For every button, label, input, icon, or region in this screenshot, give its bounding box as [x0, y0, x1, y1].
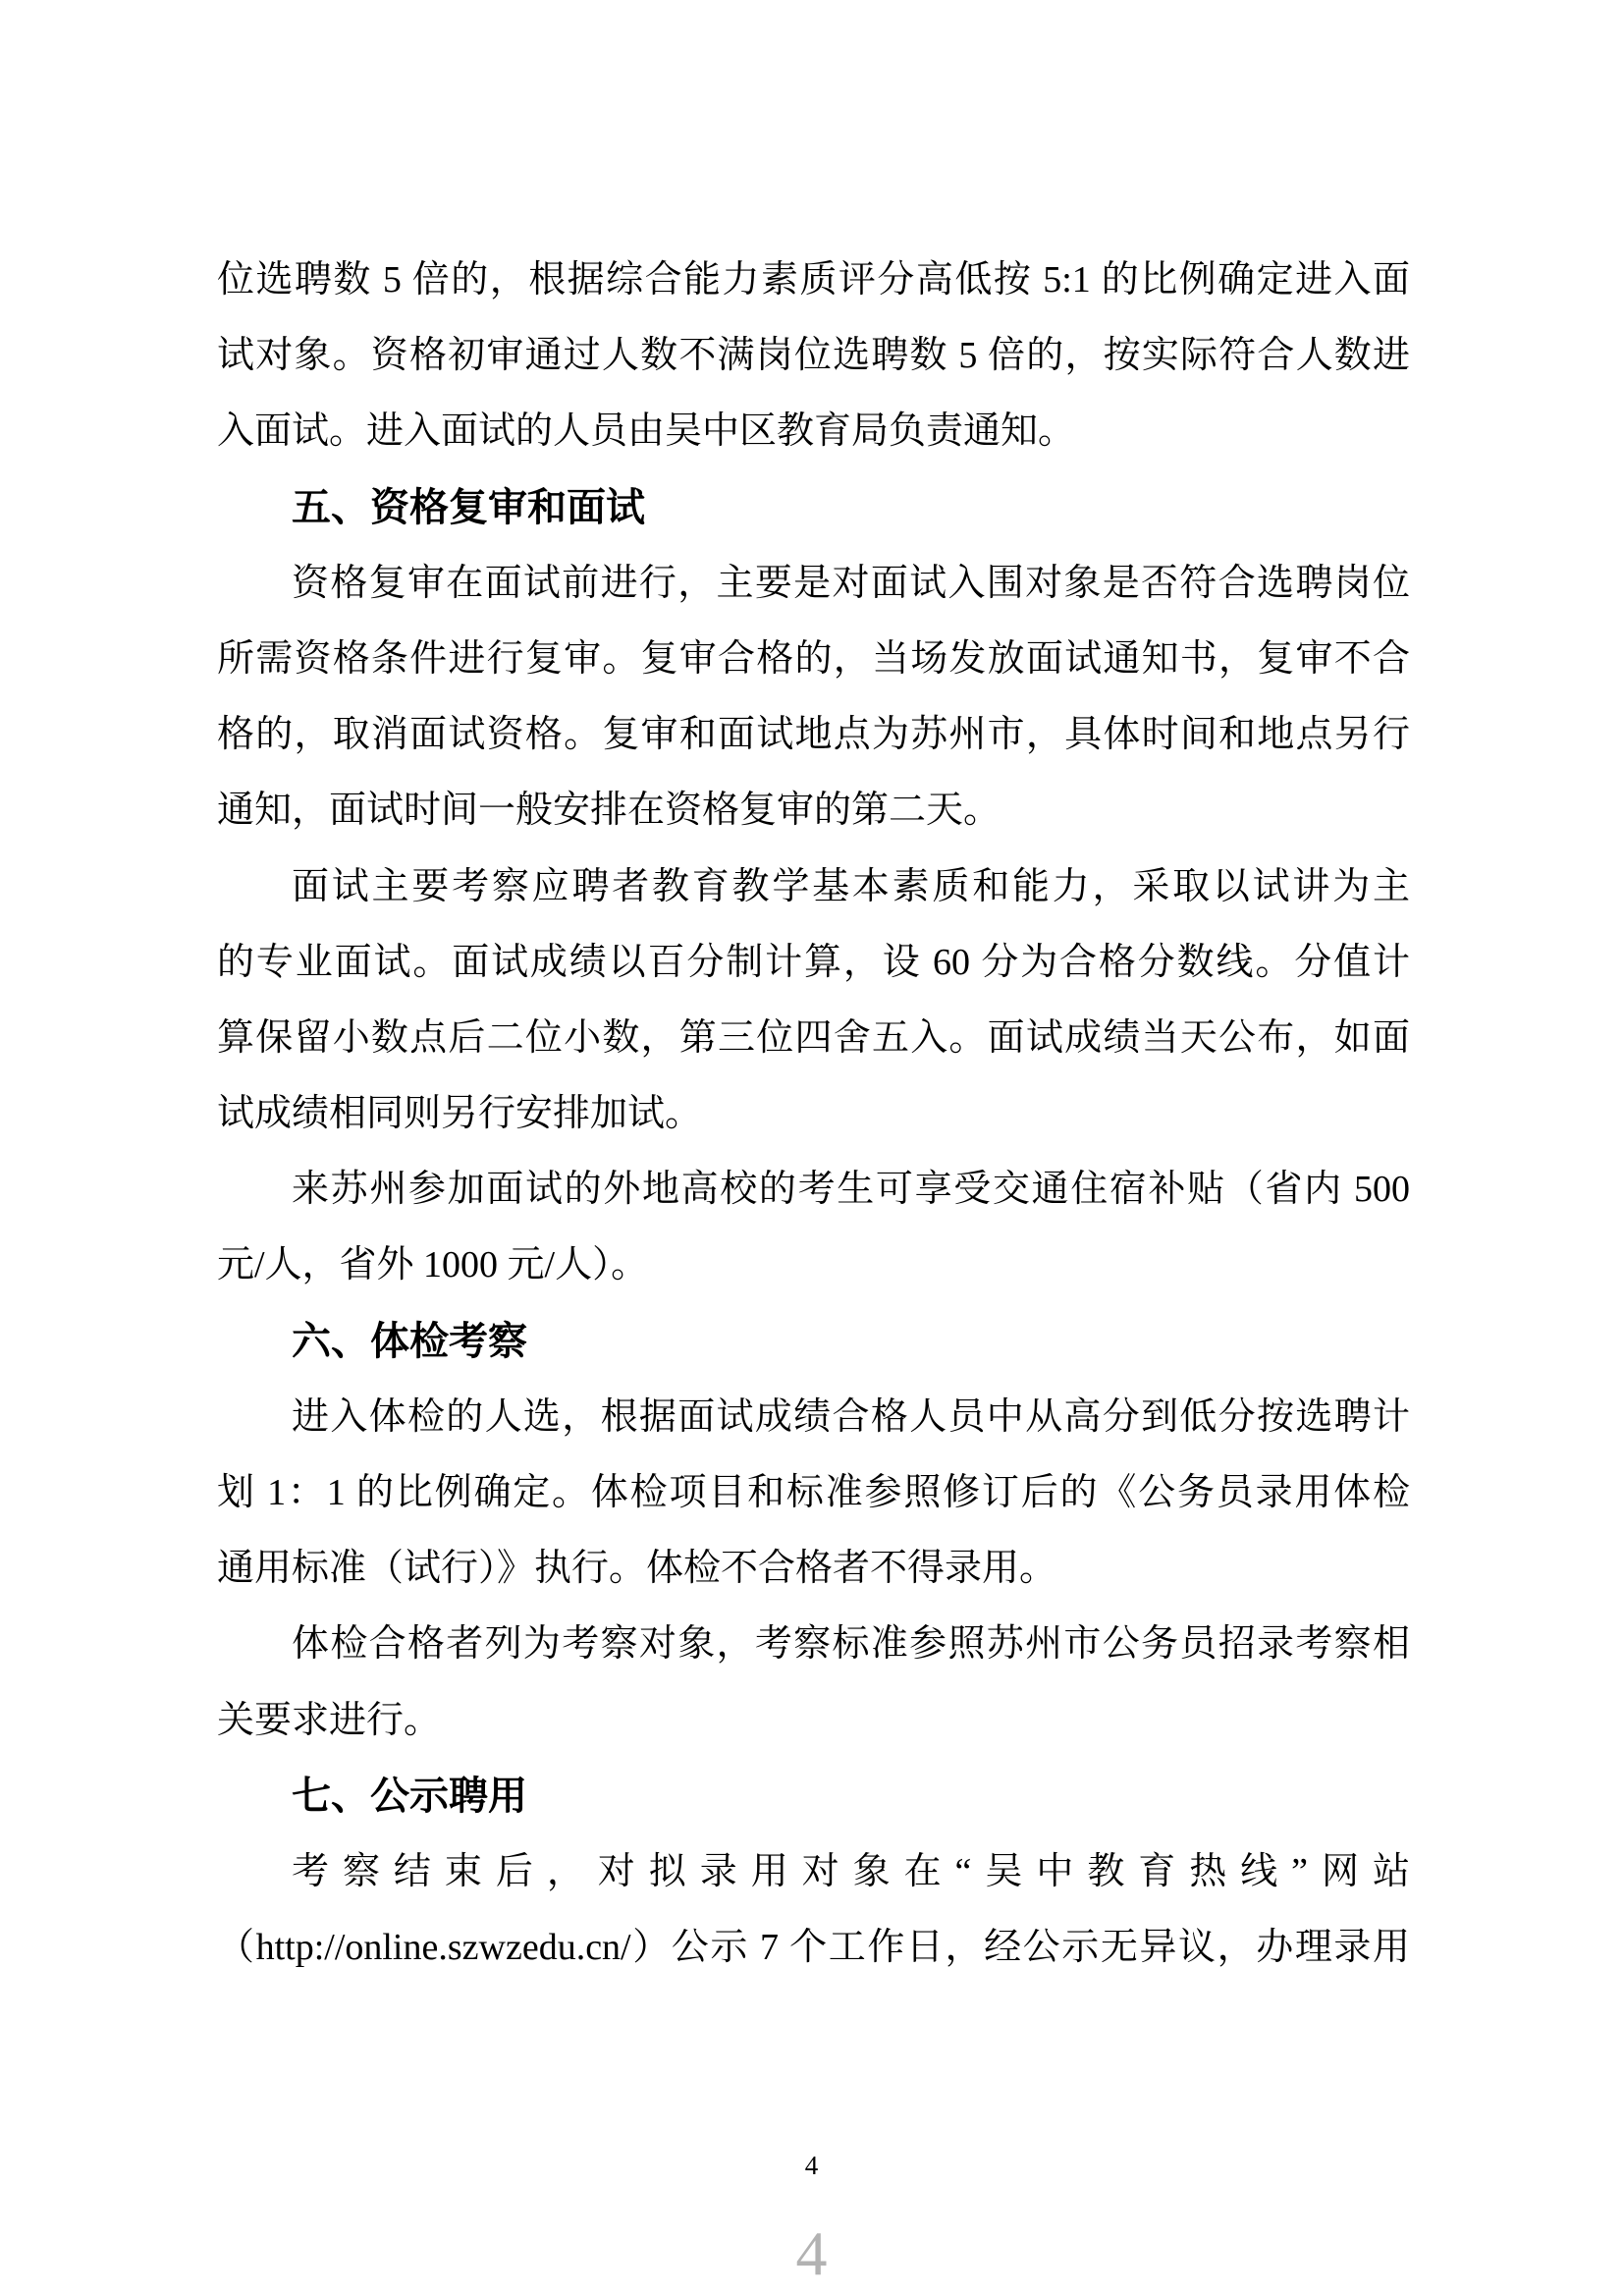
text-line: 通知，面试时间一般安排在资格复审的第二天。	[217, 790, 1001, 832]
text-line: 考察结束后，对拟录用对象在“吴中教育热线”网站	[292, 1850, 1410, 1892]
text-line: 所需资格条件进行复审。复审合格的，当场发放面试通知书，复审不合	[217, 637, 1410, 680]
document-content	[217, 243, 1410, 1986]
text-line: 关要求进行。	[217, 1699, 442, 1741]
section-heading: 五、资格复审和面试	[292, 485, 645, 529]
text-line: 试对象。资格初审通过人数不满岗位选聘数 5 倍的，按实际符合人数进	[217, 335, 1410, 377]
text-line: 入面试。进入面试的人员由吴中区教育局负责通知。	[217, 410, 1076, 453]
text-line: 试成绩相同则另行安排加试。	[217, 1093, 703, 1135]
text-line: （http://online.szwzedu.cn/）公示 7 个工作日，经公示无异议，办理录用	[217, 1927, 1410, 1969]
text-line: 位选聘数 5 倍的，根据综合能力素质评分高低按 5:1 的比例确定进入面	[217, 259, 1410, 301]
page-number: 4	[804, 2151, 819, 2180]
section-heading: 七、公示聘用	[292, 1774, 527, 1818]
text-line: 格的，取消面试资格。复审和面试地点为苏州市，具体时间和地点另行	[217, 714, 1410, 756]
text-line: 元/人，省外 1000 元/人）。	[217, 1244, 649, 1286]
text-line: 面试主要考察应聘者教育教学基本素质和能力，采取以试讲为主	[292, 865, 1410, 907]
section-heading: 六、体检考察	[292, 1319, 527, 1363]
text-line: 来苏州参加面试的外地高校的考生可享受交通住宿补贴（省内 500	[292, 1169, 1410, 1211]
text-line: 体检合格者列为考察对象，考察标准参照苏州市公务员招录考察相	[292, 1623, 1410, 1666]
text-line: 算保留小数点后二位小数，第三位四舍五入。面试成绩当天公布，如面	[217, 1016, 1410, 1059]
page-number-watermark: 4	[795, 2218, 828, 2288]
text-line: 资格复审在面试前进行，主要是对面试入围对象是否符合选聘岗位	[292, 562, 1410, 604]
text-line: 进入体检的人选，根据面试成绩合格人员中从高分到低分按选聘计	[292, 1395, 1410, 1438]
text-line: 的专业面试。面试成绩以百分制计算，设 60 分为合格分数线。分值计	[217, 941, 1410, 983]
text-line: 划 1：1 的比例确定。体检项目和标准参照修订后的《公务员录用体检	[217, 1472, 1410, 1513]
text-line: 通用标准（试行）》执行。体检不合格者不得录用。	[217, 1548, 1057, 1590]
